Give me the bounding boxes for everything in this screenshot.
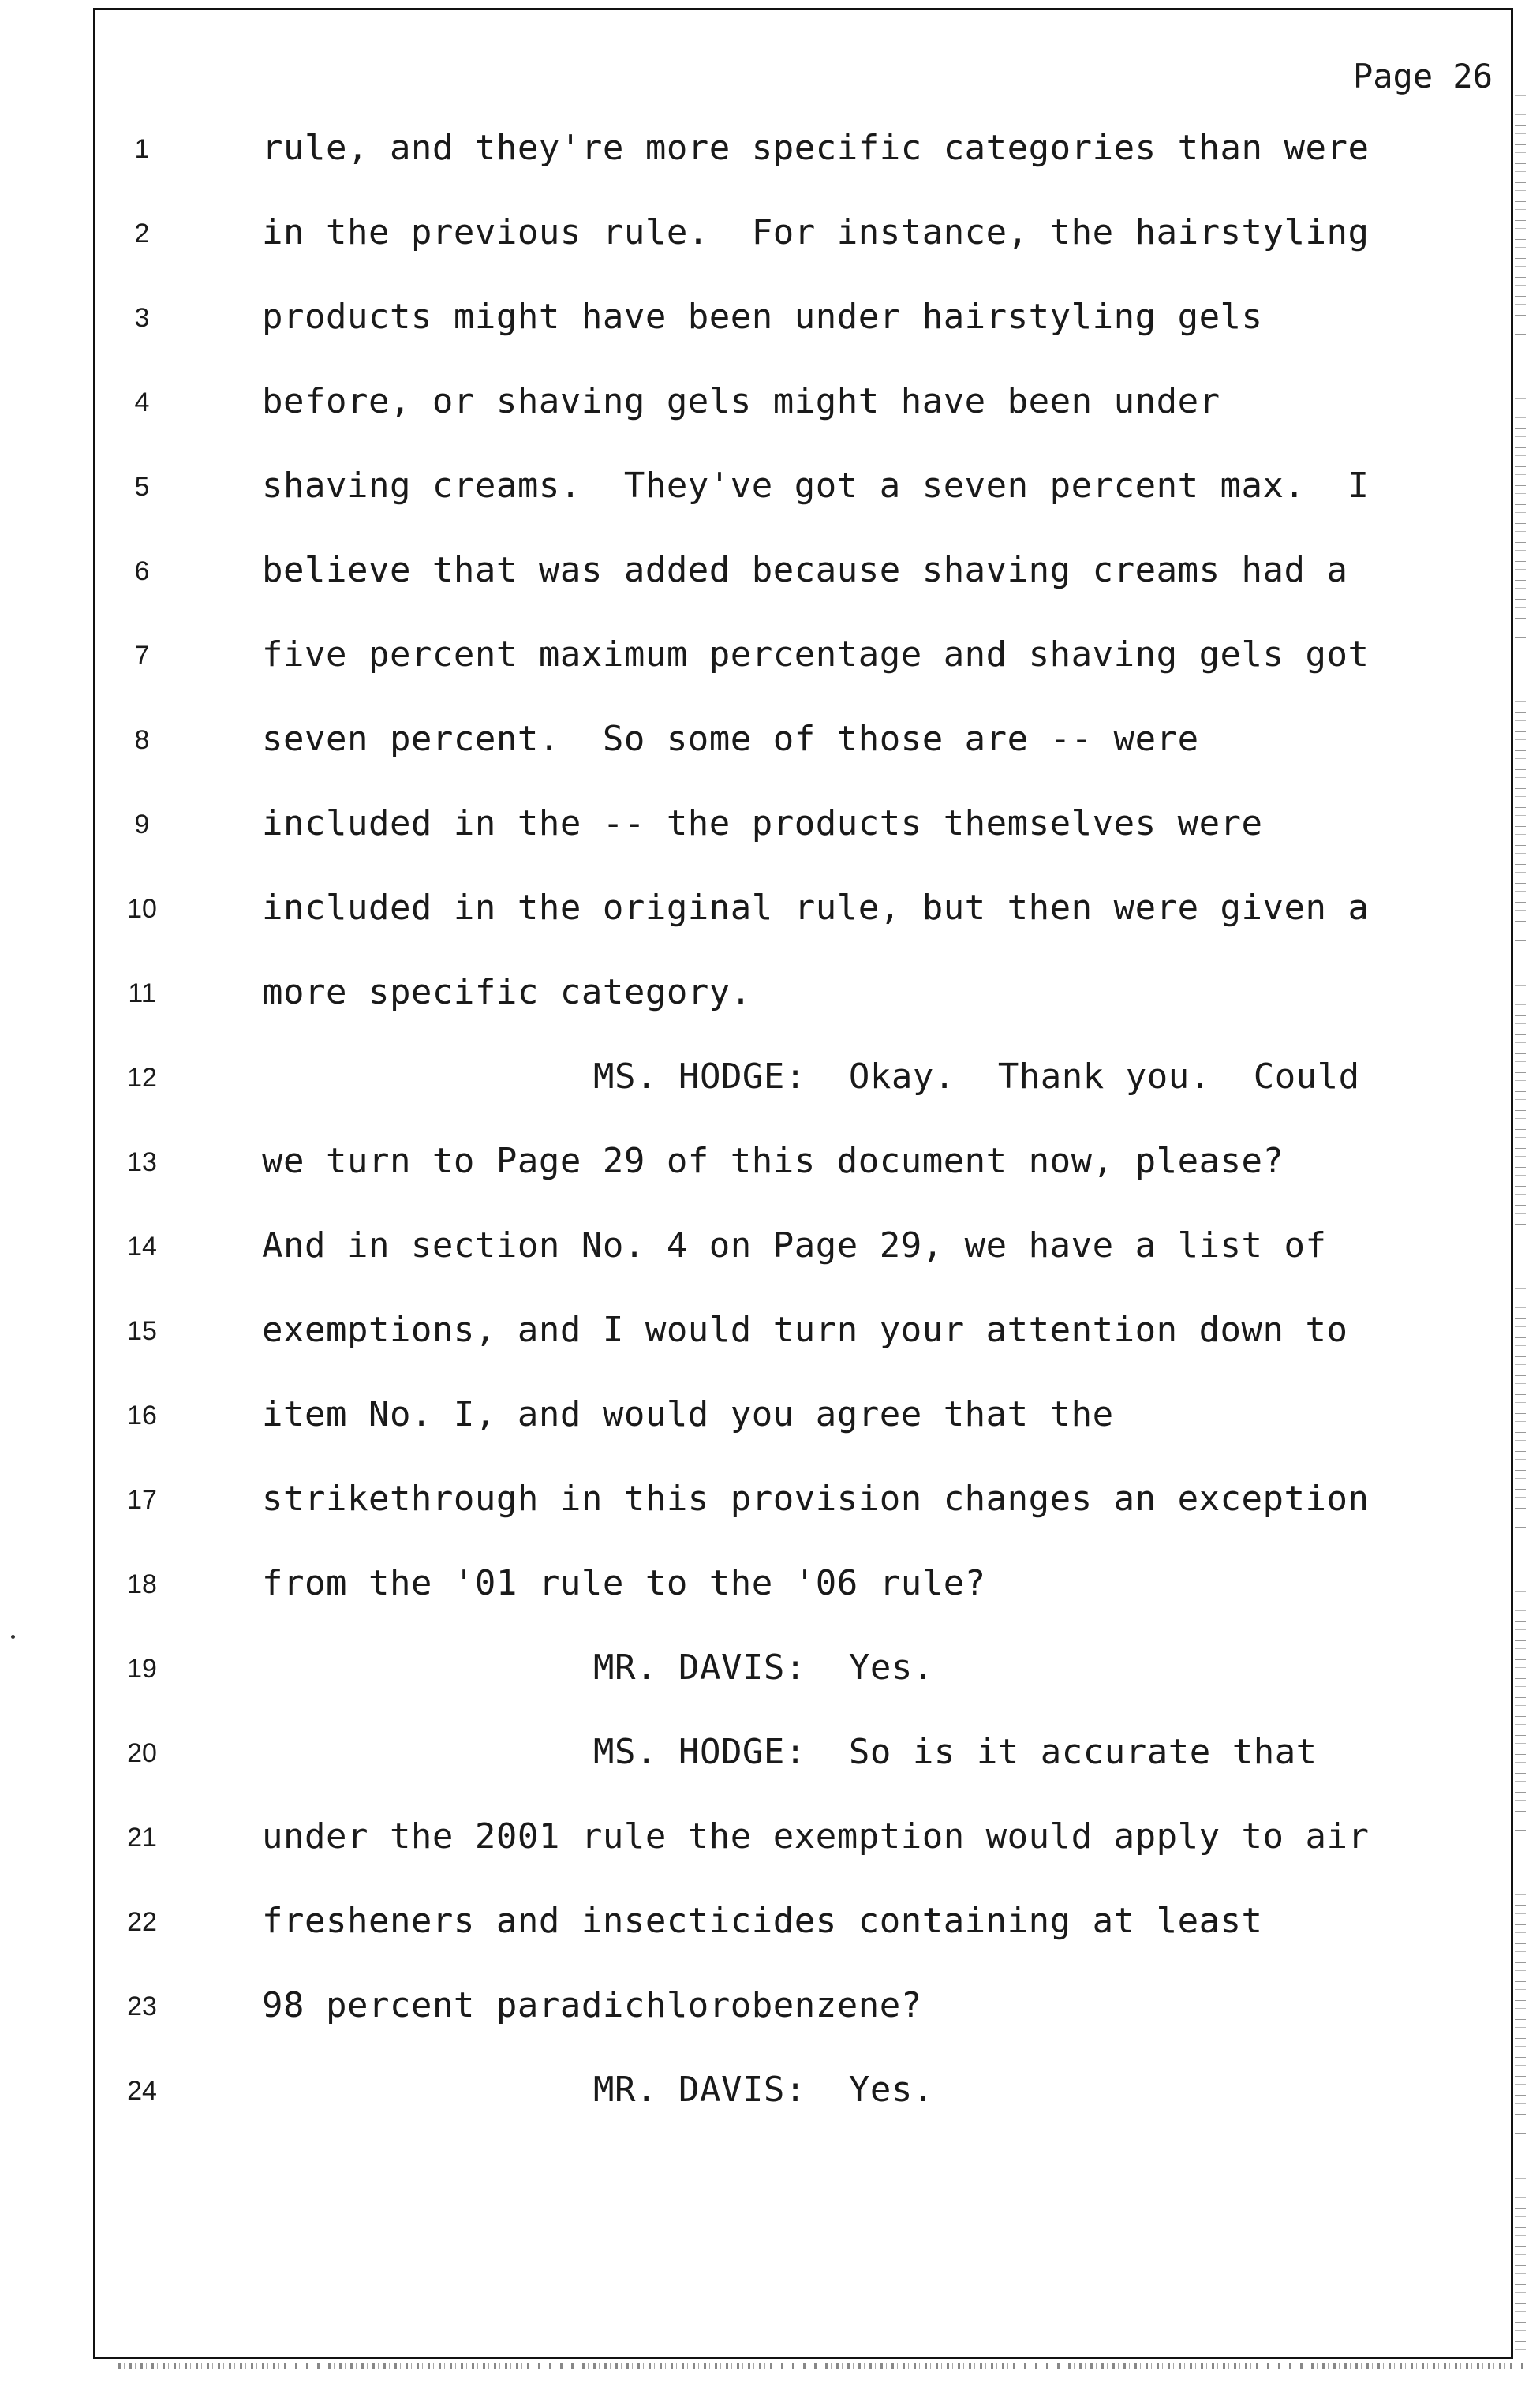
line-text: And in section No. 4 on Page 29, we have a list of <box>262 1225 1327 1266</box>
line-text: five percent maximum percentage and shaving gels got <box>262 634 1370 675</box>
line-text: strikethrough in this provision changes an exception <box>262 1479 1370 1519</box>
line-text: from the '01 rule to the '06 rule? <box>262 1563 986 1603</box>
transcript-line <box>0 803 1540 851</box>
transcript-line <box>0 297 1540 344</box>
line-number: 9 <box>134 810 150 840</box>
line-number: 7 <box>134 641 150 671</box>
line-number: 22 <box>127 1907 157 1937</box>
transcript-line <box>0 466 1540 513</box>
transcript-line <box>0 1479 1540 1526</box>
line-number: 4 <box>134 387 150 417</box>
stray-dot <box>11 1635 15 1639</box>
line-number: 2 <box>134 219 150 249</box>
line-number: 6 <box>134 556 150 586</box>
line-text: believe that was added because shaving creams had a <box>262 550 1348 590</box>
line-text: seven percent. So some of those are -- were <box>262 719 1199 759</box>
transcript-line <box>0 212 1540 260</box>
line-number: 24 <box>127 2076 157 2106</box>
line-text: fresheners and insecticides containing at least <box>262 1901 1263 1941</box>
line-number: 23 <box>127 1991 157 2021</box>
line-number: 21 <box>127 1823 157 1853</box>
line-number: 12 <box>127 1063 157 1093</box>
line-text: included in the original rule, but then were given a <box>262 888 1370 928</box>
line-text: MS. HODGE: Okay. Thank you. Could <box>593 1056 1360 1097</box>
transcript-line <box>0 1563 1540 1610</box>
transcript-line <box>0 719 1540 766</box>
line-number: 3 <box>134 303 150 333</box>
scan-bottom-artifact <box>118 2363 1531 2369</box>
transcript-line <box>0 128 1540 175</box>
transcript-line <box>0 1225 1540 1273</box>
line-number: 15 <box>127 1316 157 1346</box>
transcript-line <box>0 1310 1540 1357</box>
line-number: 10 <box>127 894 157 924</box>
line-text: in the previous rule. For instance, the hairstyling <box>262 212 1370 252</box>
line-number: 20 <box>127 1738 157 1768</box>
transcript-line <box>0 972 1540 1019</box>
line-text: 98 percent paradichlorobenzene? <box>262 1985 922 2025</box>
line-number: 5 <box>134 472 150 502</box>
transcript-line <box>0 1141 1540 1188</box>
line-text: shaving creams. They've got a seven percent max. I <box>262 466 1370 506</box>
transcript-line <box>0 550 1540 597</box>
line-text: item No. I, and would you agree that the <box>262 1394 1114 1434</box>
line-text: more specific category. <box>262 972 752 1012</box>
transcript-line <box>0 1056 1540 1104</box>
transcript-line <box>0 1901 1540 1948</box>
line-text: under the 2001 rule the exemption would apply to air <box>262 1816 1370 1857</box>
line-text: included in the -- the products themselves were <box>262 803 1263 843</box>
line-text: MR. DAVIS: Yes. <box>593 2070 934 2110</box>
line-text: before, or shaving gels might have been under <box>262 381 1220 421</box>
line-text: exemptions, and I would turn your attention down to <box>262 1310 1348 1350</box>
transcript-line <box>0 1647 1540 1695</box>
transcript-line <box>0 634 1540 682</box>
line-text: MR. DAVIS: Yes. <box>593 1647 934 1688</box>
line-number: 11 <box>128 978 156 1008</box>
transcript-line <box>0 381 1540 428</box>
line-number: 1 <box>134 134 150 164</box>
line-text: we turn to Page 29 of this document now, please? <box>262 1141 1284 1181</box>
line-text: rule, and they're more specific categories than were <box>262 128 1370 168</box>
line-text: products might have been under hairstyling gels <box>262 297 1263 337</box>
line-number: 14 <box>127 1232 157 1262</box>
page-number: Page 26 <box>1352 57 1493 95</box>
line-number: 18 <box>127 1569 157 1599</box>
transcript-line <box>0 1732 1540 1779</box>
line-number: 8 <box>134 725 150 755</box>
transcript-line <box>0 2070 1540 2117</box>
transcript-line <box>0 1394 1540 1442</box>
transcript-line <box>0 888 1540 935</box>
line-number: 13 <box>127 1147 157 1177</box>
transcript-line <box>0 1816 1540 1864</box>
line-text: MS. HODGE: So is it accurate that <box>593 1732 1318 1772</box>
line-number: 17 <box>127 1485 157 1515</box>
line-number: 19 <box>127 1654 157 1684</box>
line-number: 16 <box>127 1401 157 1430</box>
transcript-line <box>0 1985 1540 2033</box>
